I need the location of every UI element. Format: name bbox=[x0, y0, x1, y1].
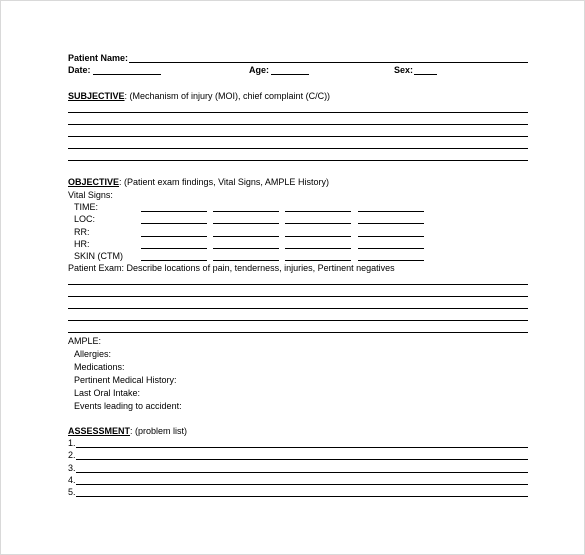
assessment-section-title bbox=[68, 426, 187, 437]
subjective-line[interactable] bbox=[68, 148, 528, 149]
sex-field[interactable] bbox=[414, 74, 437, 75]
patient-exam-line[interactable] bbox=[68, 332, 528, 333]
vital-rr-field[interactable] bbox=[213, 236, 279, 237]
problem-line[interactable] bbox=[76, 496, 528, 497]
vital-skin-field[interactable] bbox=[213, 260, 279, 261]
patient-exam-line[interactable] bbox=[68, 296, 528, 297]
vital-rr-field[interactable] bbox=[358, 236, 424, 237]
subjective-note: : (Mechanism of injury (MOI), chief complaint (C/C)) bbox=[124, 91, 331, 101]
patient-exam-line[interactable] bbox=[68, 308, 528, 309]
subjective-section-title bbox=[68, 91, 330, 102]
subjective-line[interactable] bbox=[68, 160, 528, 161]
problem-number: 4. bbox=[68, 475, 76, 485]
assessment-heading: ASSESSMENT bbox=[68, 426, 131, 436]
vital-rr-label: RR: bbox=[74, 227, 90, 237]
problem-line[interactable] bbox=[76, 459, 528, 460]
vital-skin-label: SKIN (CTM) bbox=[74, 251, 123, 261]
subjective-heading: SUBJECTIVE bbox=[68, 91, 125, 101]
age-label: Age: bbox=[249, 65, 269, 75]
vital-time-field[interactable] bbox=[358, 211, 424, 212]
objective-note: : (Patient exam findings, Vital Signs, AMPLE History) bbox=[119, 177, 329, 187]
patient-name-label: Patient Name: bbox=[68, 53, 129, 63]
vital-time-label: TIME: bbox=[74, 202, 98, 212]
patient-exam-line[interactable] bbox=[68, 320, 528, 321]
vital-skin-field[interactable] bbox=[285, 260, 351, 261]
vital-loc-field[interactable] bbox=[213, 223, 279, 224]
vital-signs-label: Vital Signs: bbox=[68, 190, 113, 200]
subjective-line[interactable] bbox=[68, 112, 528, 113]
subjective-line[interactable] bbox=[68, 124, 528, 125]
objective-heading: OBJECTIVE bbox=[68, 177, 120, 187]
vital-loc-field[interactable] bbox=[358, 223, 424, 224]
patient-exam-line[interactable] bbox=[68, 284, 528, 285]
vital-skin-field[interactable] bbox=[141, 260, 207, 261]
patient-exam-label: Patient Exam: Describe locations of pain, tenderness, injuries, Pertinent negatives bbox=[68, 263, 395, 273]
vital-rr-field[interactable] bbox=[141, 236, 207, 237]
vital-hr-field[interactable] bbox=[285, 248, 351, 249]
vital-skin-field[interactable] bbox=[358, 260, 424, 261]
ample-medications-label: Medications: bbox=[74, 362, 125, 372]
vital-hr-field[interactable] bbox=[358, 248, 424, 249]
patient-name-field[interactable] bbox=[129, 62, 528, 63]
vital-hr-field[interactable] bbox=[141, 248, 207, 249]
problem-line[interactable] bbox=[76, 472, 528, 473]
ample-heading: AMPLE: bbox=[68, 336, 102, 346]
age-field[interactable] bbox=[271, 74, 309, 75]
vital-loc-field[interactable] bbox=[141, 223, 207, 224]
date-label: Date: bbox=[68, 65, 91, 75]
ample-oral-intake-label: Last Oral Intake: bbox=[74, 388, 141, 398]
problem-number: 2. bbox=[68, 450, 76, 460]
vital-time-field[interactable] bbox=[213, 211, 279, 212]
ample-history-label: Pertinent Medical History: bbox=[74, 375, 177, 385]
vital-loc-field[interactable] bbox=[285, 223, 351, 224]
problem-number: 1. bbox=[68, 438, 76, 448]
vital-time-field[interactable] bbox=[141, 211, 207, 212]
ample-events-label: Events leading to accident: bbox=[74, 401, 182, 411]
vital-hr-label: HR: bbox=[74, 239, 90, 249]
objective-section-title bbox=[68, 177, 329, 188]
vital-loc-label: LOC: bbox=[74, 214, 96, 224]
sex-label: Sex: bbox=[394, 65, 414, 75]
problem-line[interactable] bbox=[76, 484, 528, 485]
vital-time-field[interactable] bbox=[285, 211, 351, 212]
problem-number: 5. bbox=[68, 487, 76, 497]
ample-allergies-label: Allergies: bbox=[74, 349, 112, 359]
vital-rr-field[interactable] bbox=[285, 236, 351, 237]
problem-line[interactable] bbox=[76, 447, 528, 448]
vital-hr-field[interactable] bbox=[213, 248, 279, 249]
problem-number: 3. bbox=[68, 463, 76, 473]
date-field[interactable] bbox=[93, 74, 161, 75]
assessment-note: : (problem list) bbox=[130, 426, 188, 436]
subjective-line[interactable] bbox=[68, 136, 528, 137]
